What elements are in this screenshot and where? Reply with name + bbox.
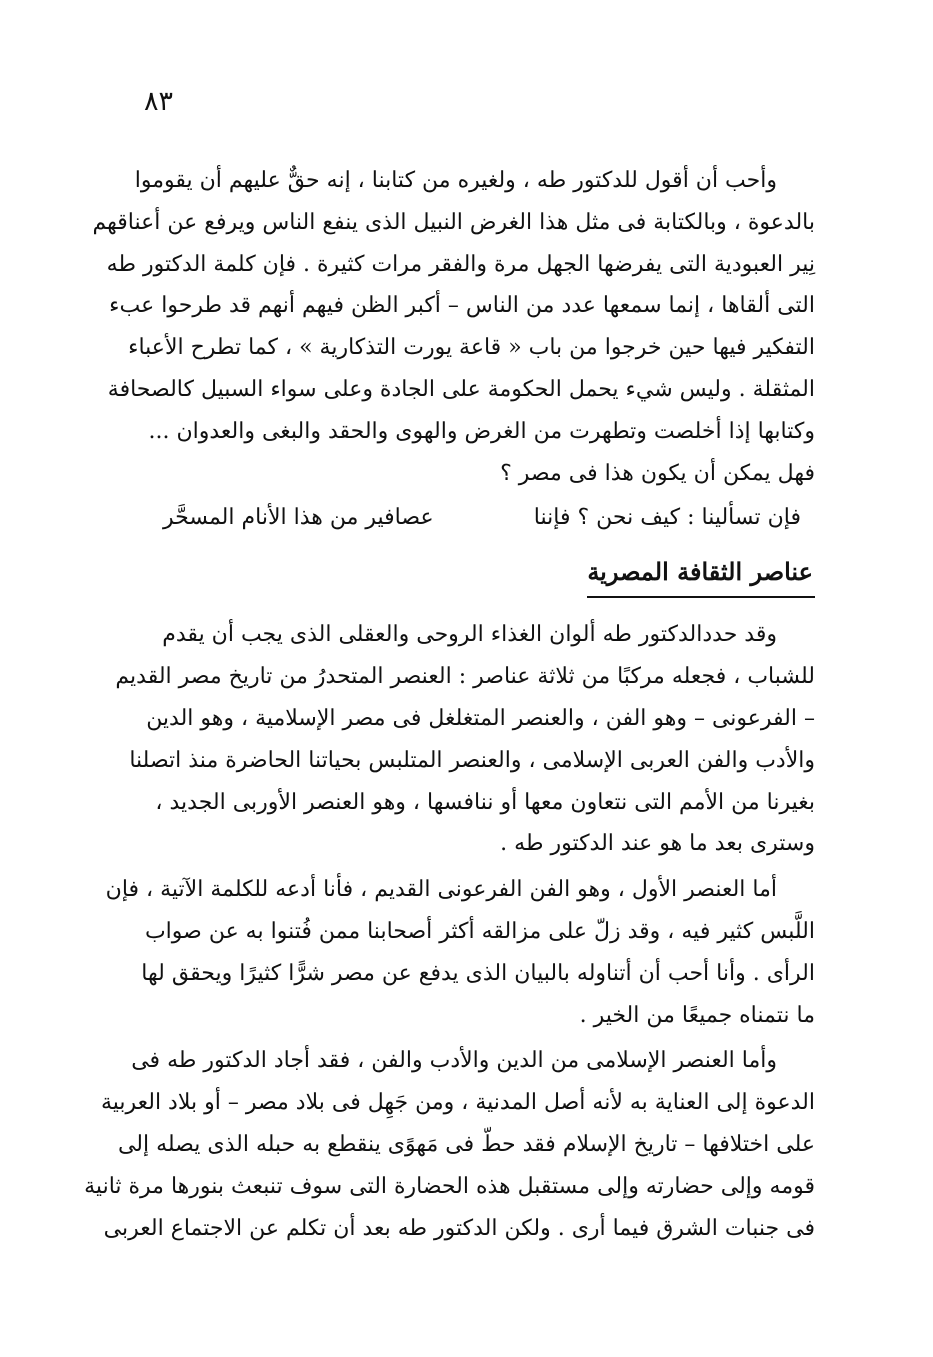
paragraph-4 <box>84 1040 815 1249</box>
text-line: أما العنصر الأول ، وهو الفن الفرعونى القديم ، فأنا أدعه للكلمة الآتية ، فإن <box>105 877 777 903</box>
text-line: وسترى بعد ما هو عند الدكتور طه . <box>500 831 815 857</box>
text-line: نِير العبودية التى يفرضها الجهل مرة والفقر مرات كثيرة . فإن كلمة الدكتور طه <box>106 251 815 277</box>
paragraph-3 <box>105 869 815 1036</box>
verse-first-hemistich: فإن تسألينا : كيف نحن ؟ فإننا <box>533 505 801 531</box>
section-heading: عناصر الثقافة المصرية <box>587 552 815 598</box>
text-line: بغيرنا من الأمم التى نتعاون معها أو ننافسها ، وهو العنصر الأوربى الجديد ، <box>155 789 815 815</box>
text-line: التفكير فيها حين خرجوا من باب « قاعة يورت التذكارية » ، كما تطرح الأعباء <box>128 335 815 361</box>
text-line: المثقلة . وليس شيء يحمل الحكومة على الجادة وعلى سواء السبيل كالصحافة <box>107 376 815 402</box>
text-line: التى ألقاها ، إنما سمعها عدد من الناس – أكبر الظن فيهم أنهم قد طرحوا عبء <box>109 293 815 319</box>
text-line: وأما العنصر الإسلامى من الدين والأدب والفن ، فقد أجاد الدكتور طه فى <box>131 1048 777 1074</box>
poetry-verse <box>127 496 815 540</box>
paragraph-1 <box>92 160 815 494</box>
text-line: فهل يمكن أن يكون هذا فى مصر ؟ <box>500 460 815 486</box>
text-line: فى جنبات الشرق فيما أرى . ولكن الدكتور طه بعد أن تكلم عن الاجتماع العربى <box>103 1215 815 1241</box>
text-line: وقد حددالدكتور طه ألوان الغذاء الروحى والعقلى الذى يجب أن يقدم <box>162 622 777 648</box>
page-content <box>84 160 815 1249</box>
page-number: ٨٣ <box>144 86 174 117</box>
text-line: بالدعوة ، وبالكتابة فى مثل هذا الغرض النبيل الذى ينفع الناس ويرفع عن أعناقهم <box>92 209 815 235</box>
text-line: الدعوة إلى العناية به لأنه أصل المدنية ، ومن جَهِل فى بلاد مصر – أو بلاد العربية <box>100 1090 815 1116</box>
text-line: قومه وإلى حضارته وإلى مستقبل هذه الحضارة التى سوف تنبعث بنورها مرة ثانية <box>84 1173 815 1199</box>
section-heading-wrap <box>127 552 815 598</box>
paragraph-2 <box>115 614 815 865</box>
text-line: على اختلافها – تاريخ الإسلام فقد حطّ فى مَهوًى ينقطع به حبله الذى يصله إلى <box>117 1131 815 1157</box>
text-line: اللَّبس كثير فيه ، وقد زلّ على مزالقه أكثر أصحابنا ممن فُتنوا به عن صواب <box>144 918 815 944</box>
text-line: الرأى . وأنا أحب أن أتناوله بالبيان الذى يدفع عن مصر شرًّا كثيرًا ويحقق لها <box>141 960 815 986</box>
text-line: وأحب أن أقول للدكتور طه ، ولغيره من كتابنا ، إنه حقٌّ عليهم أن يقوموا <box>134 168 777 193</box>
verse-second-hemistich: عصافير من هذا الأنام المسحَّر <box>163 505 434 531</box>
text-line: للشباب ، فجعله مركبًا من ثلاثة عناصر : العنصر المتحدرُ من تاريخ مصر القديم <box>115 664 815 690</box>
text-line: – الفرعونى – وهو الفن ، والعنصر المتغلغل فى مصر الإسلامية ، وهو الدين <box>146 705 815 731</box>
text-line: ما نتمناه جميعًا من الخير . <box>579 1002 815 1028</box>
text-line: والأدب والفن العربى الإسلامى ، والعنصر المتلبس بحياتنا الحاضرة منذ اتصلنا <box>129 747 815 773</box>
text-line: وكتابها إذا أخلصت وتطهرت من الغرض والهوى والحقد والبغى والعدوان ... <box>148 418 815 444</box>
